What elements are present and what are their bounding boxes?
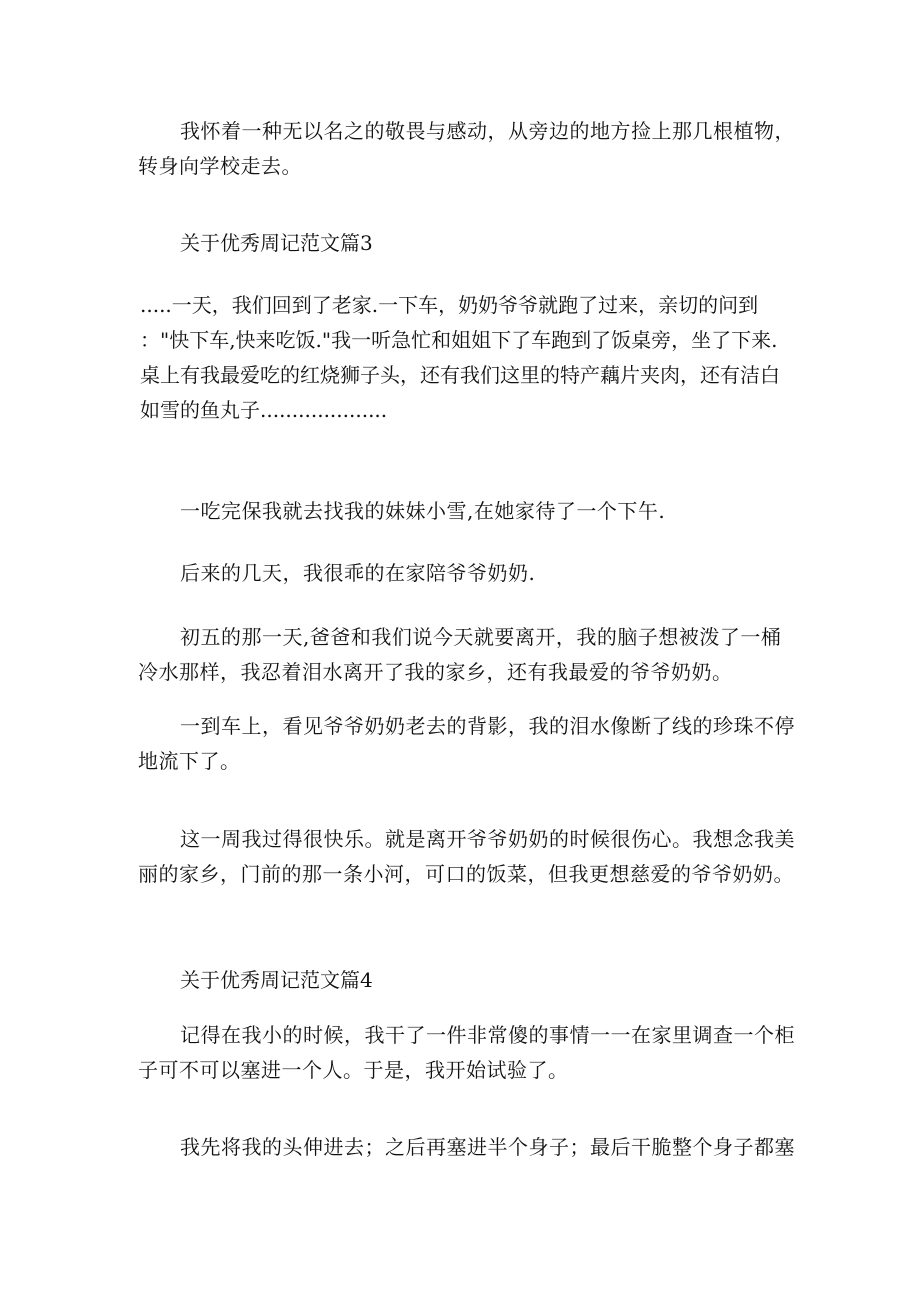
- text-line: 这一周我过得很快乐。就是离开爷爷奶奶的时候很伤心。我想念我美: [180, 827, 795, 851]
- paragraph-in-car: [138, 709, 798, 779]
- paragraph-childhood: [138, 1018, 798, 1088]
- paragraph-leaving: [138, 620, 798, 690]
- paragraph-experiment: [138, 1130, 798, 1165]
- section-heading-3: 关于优秀周记范文篇3: [180, 231, 373, 255]
- text-line: 记得在我小的时候，我干了一件非常傻的事情一一在家里调查一个柜: [180, 1023, 795, 1047]
- text-line: 冷水那样，我忍着泪水离开了我的家乡，还有我最爱的爷爷奶奶。: [138, 660, 733, 684]
- section-heading-4: 关于优秀周记范文篇4: [180, 968, 373, 992]
- paragraph-visit-sister: [138, 494, 798, 529]
- paragraph-return-home: [140, 288, 800, 428]
- paragraph-reverence: [138, 114, 798, 184]
- text-line: 如雪的鱼丸子....................: [140, 398, 388, 422]
- text-line: 转身向学校走去。: [138, 154, 302, 178]
- text-line: 一到车上，看见爷爷奶奶老去的背影，我的泪水像断了线的珍珠不停: [180, 714, 795, 738]
- text-line: 初五的那一天,爸爸和我们说今天就要离开，我的脑子想被泼了一桶: [180, 625, 782, 649]
- text-line: 桌上有我最爱吃的红烧狮子头，还有我们这里的特产藕片夹肉，还有洁白: [140, 363, 780, 387]
- text-line: 我怀着一种无以名之的敬畏与感动，从旁边的地方捡上那几根植物，: [180, 119, 795, 143]
- text-line: 我先将我的头伸进去；之后再塞进半个身子；最后干脆整个身子都塞: [180, 1135, 795, 1159]
- text-line: 一吃完保我就去找我的妹妹小雪,在她家待了一个下午.: [180, 499, 666, 523]
- paragraph-happy-week: [138, 822, 798, 892]
- text-line: 子可不可以塞进一个人。于是，我开始试验了。: [138, 1058, 569, 1082]
- text-line: .....一天，我们回到了老家.一下车，奶奶爷爷就跑了过来，亲切的问到: [140, 293, 759, 317]
- text-line: 丽的家乡，门前的那一条小河，可口的饭菜，但我更想慈爱的爷爷奶奶。: [138, 862, 794, 886]
- text-line: 后来的几天，我很乖的在家陪爷爷奶奶.: [180, 561, 536, 585]
- text-line: ："快下车,快来吃饭."我一听急忙和姐姐下了车跑到了饭桌旁，坐了下来.: [140, 328, 778, 352]
- paragraph-following-days: [138, 556, 798, 591]
- text-line: 地流下了。: [138, 749, 241, 773]
